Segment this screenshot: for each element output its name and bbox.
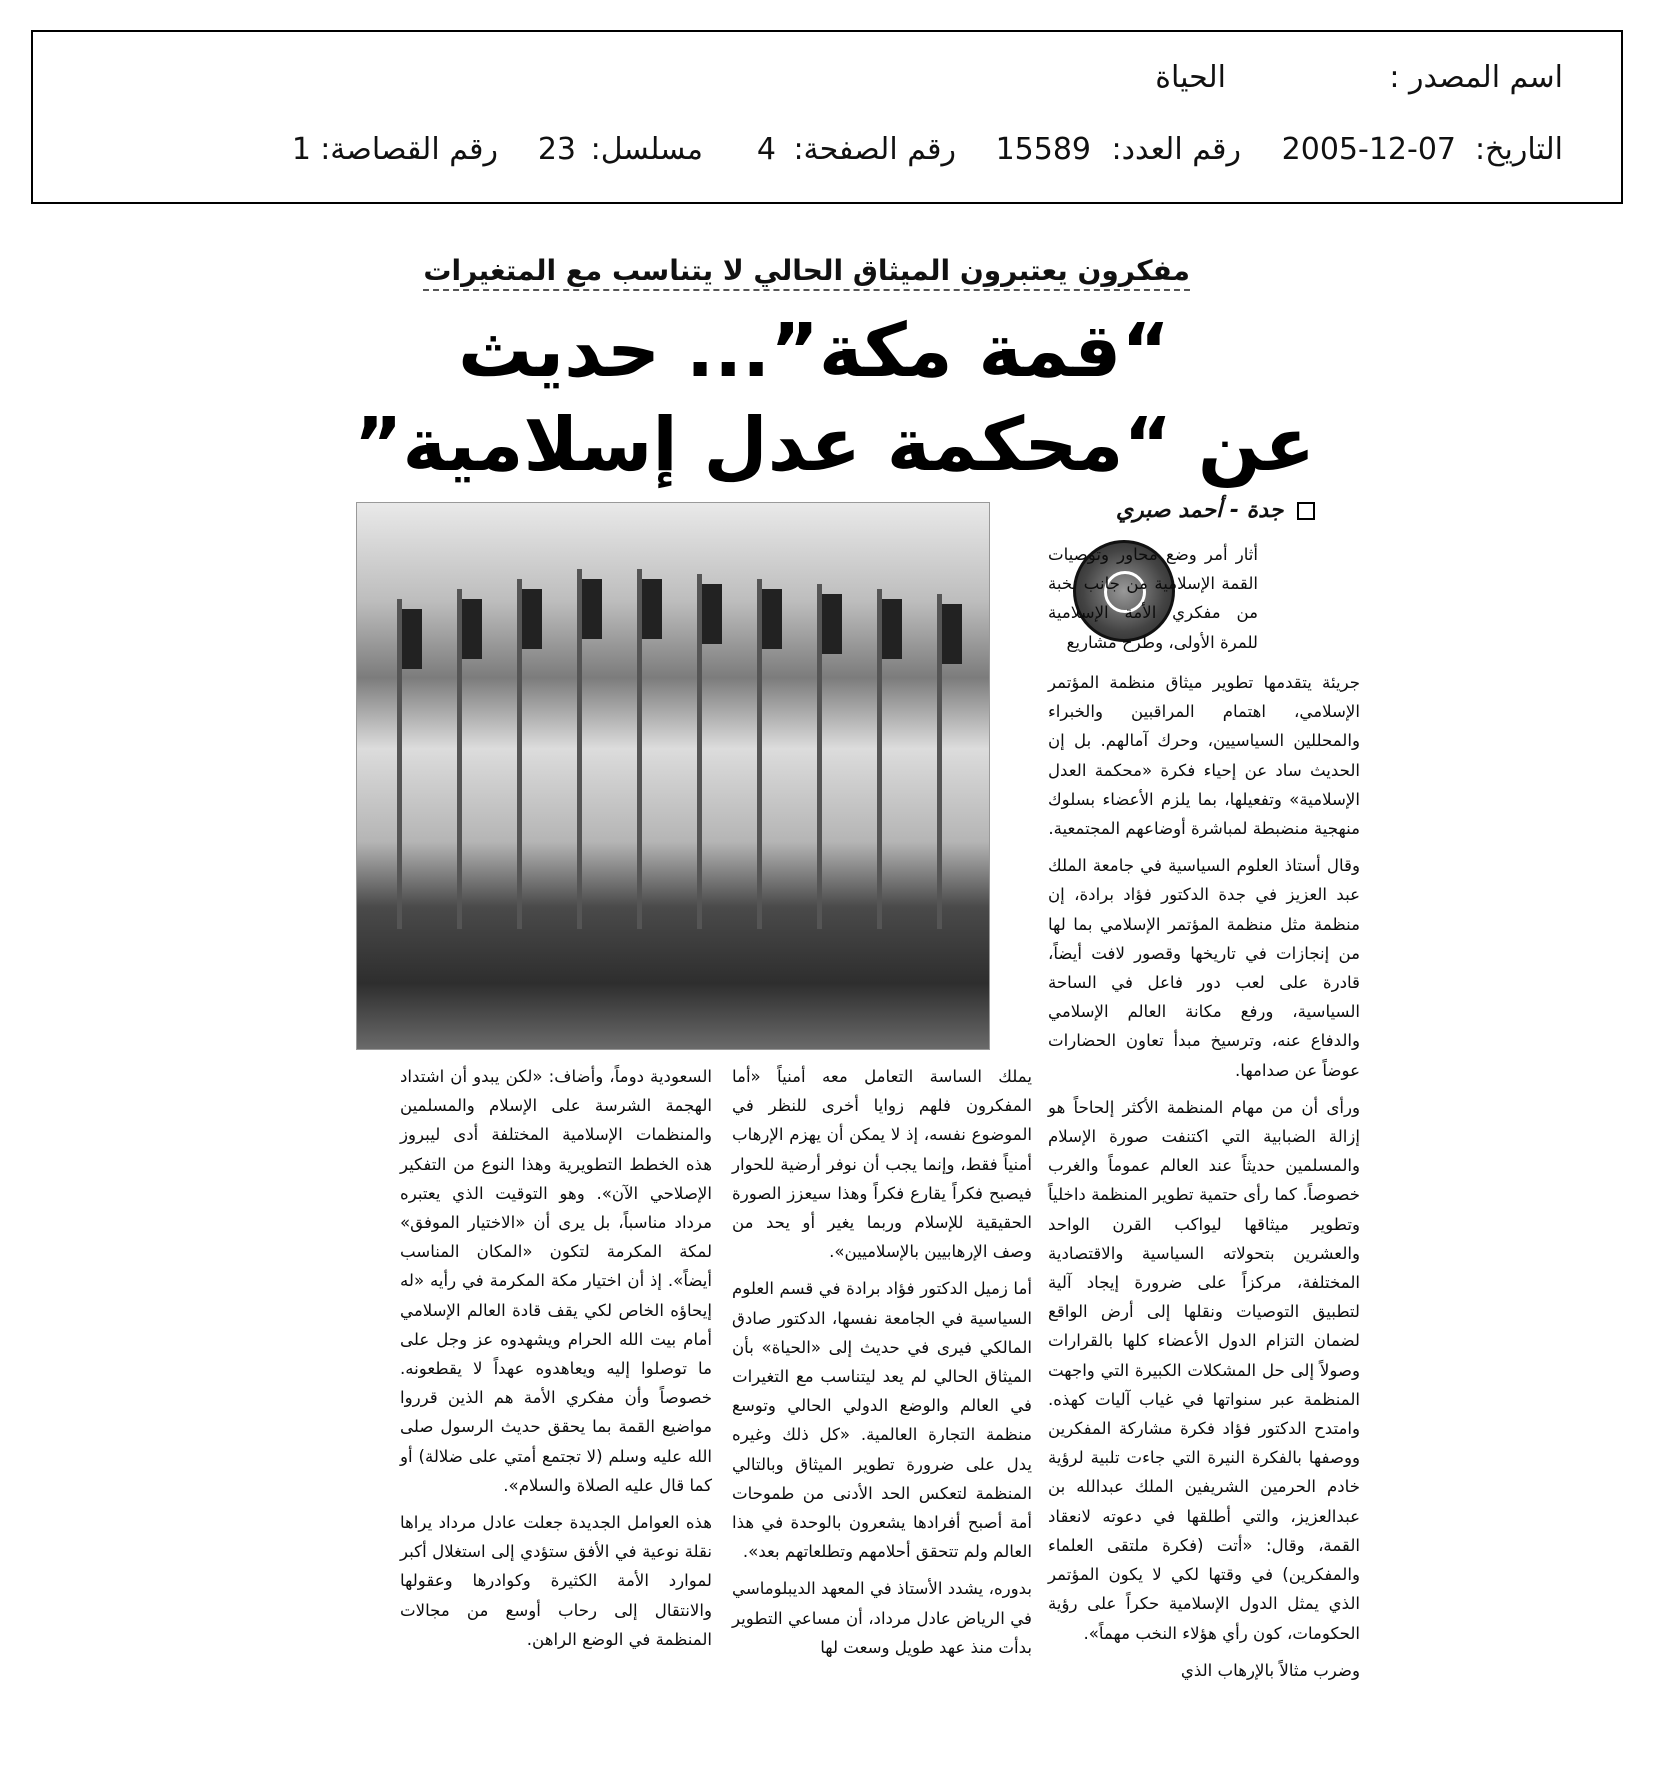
article-photo-flags [356, 502, 990, 1050]
flag-shape [462, 599, 482, 659]
intro-paragraph: أثار أمر وضع محاور وتوصيات القمة الإسلامية من جانب نخبة من مفكري الأمة الإسلامية للمرة الأولى، وطرح مشاريع [1048, 545, 1258, 652]
paragraph: السعودية دوماً، وأضاف: «لكن يبدو أن اشتداد الهجمة الشرسة على الإسلام والمسلمين والمنظمات الإسلامية المختلفة أدى ليبروز هذه الخطط التطويرية وهذا النوع من التفكير الإصلاحي الآن». وهو التوقيت الذي يعتبره مرداد مناسباً، بل يرى أن «الاختيار الموفق» لمكة المكرمة لتكون «المكان المناسب أيضاً». إذ أن اختيار مكة المكرمة في رأيه «له إيحاؤه الخاص لكي يقف قادة العالم الإسلامي أمام بيت الله الحرام ويشهدوه عز وجل على ما توصلوا إليه ويعاهدوه عهداً لا يقطعونه. خصوصاً وأن مفكري الأمة هم الذين قرروا مواضيع القمة بما يحقق حديث الرسول صلى الله عليه وسلم (لا تجتمع أمتي على ضلالة) أو كما قال عليه الصلاة والسلام». [400, 1067, 712, 1495]
headline-line-1: “قمة مكة”... حديث [458, 308, 1170, 394]
clip-label: رقم القصاصة: [320, 132, 498, 167]
flag-shape [702, 584, 722, 644]
flag-shape [762, 589, 782, 649]
paragraph: يملك الساسة التعامل معه أمنياً «أما المفكرون فلهم زوايا أخرى للنظر في الموضوع نفسه، إذ لا يمكن أن يهزم الإرهاب أمنياً فقط، وإنما يجب أن نوفر أرضية للحوار فيصبح فكراً يقارع فكراً وهذا سيعزز الصورة الحقيقية للإسلام وربما يغير أو يحد من وصف الإرهابيين بالإسلاميين». [732, 1067, 1032, 1262]
flag-shape [642, 579, 662, 639]
byline [1116, 498, 1315, 523]
flag-shape [522, 589, 542, 649]
headline-line-2: عن “محكمة عدل إسلامية” [353, 402, 1315, 488]
article-column-middle [732, 1062, 1032, 1670]
paragraph: جريئة يتقدمها تطوير ميثاق منظمة المؤتمر الإسلامي، اهتمام المراقبين والخبراء والمحللين السياسيين، وحرك آمالهم. بل إن الحديث ساد عن إحياء فكرة «محكمة العدل الإسلامية» وتفعيلها، بما يلزم الأعضاء بسلوك منهجية منضبطة لمباشرة أوضاعهم المجتمعية. [1048, 673, 1360, 839]
byline-square-icon [1297, 502, 1315, 520]
paragraph: وقال أستاذ العلوم السياسية في جامعة الملك عبد العزيز في جدة الدكتور فؤاد برادة، إن منظمة مثل منظمة المؤتمر الإسلامي بما لها من إنجازات في تاريخها وقصور لافت أيضاً، قادرة على لعب دور فاعل في الساحة السياسية، ورفع مكانة العالم الإسلامي والدفاع عنه، وترسيخ مبدأ تعاون الحضارات عوضاً عن صدامها. [1048, 856, 1360, 1080]
flag-shape [402, 609, 422, 669]
serial-label: مسلسل: [590, 132, 703, 167]
page-value: 4 [756, 132, 776, 167]
issue-value: 15589 [995, 132, 1091, 167]
page-label: رقم الصفحة: [793, 132, 956, 167]
clip-value: 1 [291, 132, 311, 167]
article-column-left [400, 1062, 712, 1662]
article-column-right [1048, 668, 1360, 1693]
byline-text: جدة - أحمد صبري [1115, 498, 1284, 523]
serial-value: 23 [537, 132, 576, 167]
flag-shape [582, 579, 602, 639]
paragraph: هذه العوامل الجديدة جعلت عادل مرداد يراها نقلة نوعية في الأفق ستؤدي إلى استغلال أكبر لموارد الأمة الكثيرة وكوادرها وعقولها والانتقال إلى رحاب أوسع من مجالات المنظمة في الوضع الراهن. [400, 1513, 712, 1649]
paragraph: ورأى أن من مهام المنظمة الأكثر إلحاحاً هو إزالة الضبابية التي اكتنفت صورة الإسلام والمسلمين حديثاً عند العالم عموماً والغرب خصوصاً. كما رأى حتمية تطوير المنظمة داخلياً وتطوير ميثاقها ليواكب القرن الواحد والعشرين بتحولاته السياسية والاقتصادية المختلفة، مركزاً على ضرورة إيجاد آلية لتطبيق التوصيات ونقلها إلى أرض الواقع لضمان التزام الدول الأعضاء كلها بالقرارات وصولاً إلى حل المشكلات الكبيرة التي واجهت المنظمة عبر سنواتها في غياب آليات كهذه. وامتدح الدكتور فؤاد فكرة مشاركة المفكرين ووصفها بالفكرة النيرة التي جاءت تلبية لرؤية خادم الحرمين الشريفين الملك عبدالله بن عبدالعزيز، والتي أطلقها في دعوته لانعقاد القمة، وقال: «أتت (فكرة ملتقى العلماء والمفكرين) في وقتها لكي لا يكون المؤتمر الذي يمثل الدول الإسلامية حكراً على رؤية الحكومات، كون رأي هؤلاء النخب مهماً». [1048, 1097, 1360, 1643]
source-value: الحياة [1155, 60, 1226, 95]
date-value: 2005-12-07 [1281, 132, 1456, 167]
paragraph: أما زميل الدكتور فؤاد برادة في قسم العلوم السياسية في الجامعة نفسها، الدكتور صادق المالكي فيرى في حديث إلى «الحياة» بأن الميثاق الحالي لم يعد ليتناسب مع التغيرات في العالم والوضع الدولي الحالي وتوسع منظمة التجارة العالمية. «كل ذلك وغيره يدل على ضرورة تطوير الميثاق وبالتالي المنظمة لتعكس الحد الأدنى من طموحات أمة أصبح أفرادها يشعرون بالوحدة في هذا العالم ولم تتحقق أحلامهم وتطلعاتهم بعد». [732, 1279, 1032, 1562]
source-label: اسم المصدر : [1389, 60, 1563, 95]
article-kicker: مفكرون يعتبرون الميثاق الحالي لا يتناسب مع المتغيرات [423, 254, 1190, 291]
meta-row [33, 132, 1621, 172]
flag-shape [822, 594, 842, 654]
flag-shape [882, 599, 902, 659]
paragraph: وضرب مثالاً بالإرهاب الذي [1180, 1660, 1360, 1680]
source-row [33, 60, 1621, 100]
date-label: التاريخ: [1475, 132, 1563, 167]
flag-shape [942, 604, 962, 664]
paragraph: بدوره، يشدد الأستاذ في المعهد الديبلوماسي في الرياض عادل مرداد، أن مساعي التطوير بدأت منذ عهد طويل وسعت لها [732, 1579, 1032, 1657]
issue-label: رقم العدد: [1111, 132, 1241, 167]
newspaper-clipping [350, 240, 1360, 1740]
article-intro [1048, 540, 1258, 665]
source-header [31, 30, 1623, 204]
